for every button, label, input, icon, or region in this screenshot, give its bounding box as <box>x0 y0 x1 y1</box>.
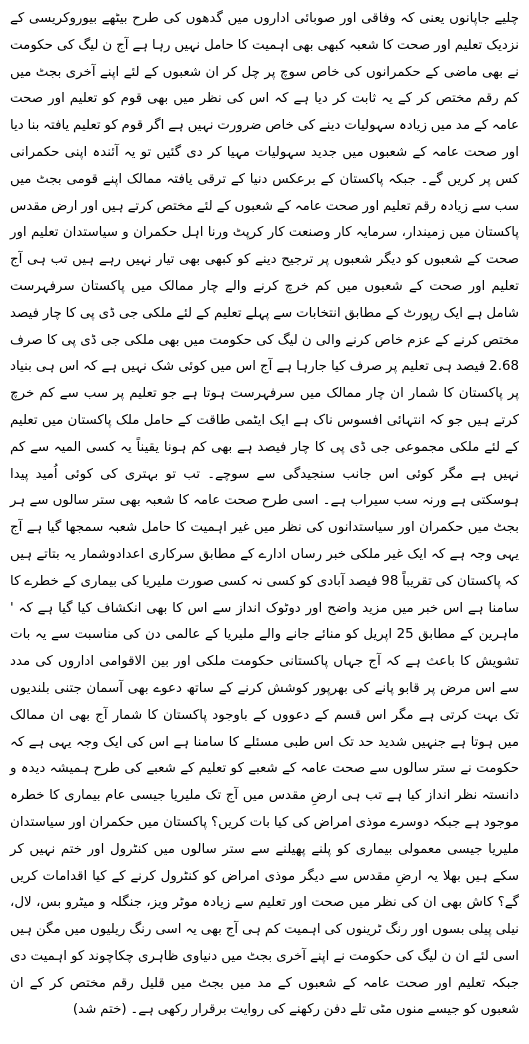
article-text <box>10 6 519 1024</box>
article-body <box>10 6 519 1024</box>
article-closing: (ختم شد) <box>72 1002 127 1018</box>
article-body-text: چلیے جاپانوں یعنی کہ وفاقی اور صوبائی اداروں میں گدھوں کی طرح بیٹھے بیوروکریسی کے نزدیک تعلیم اور صحت کا شعبہ کبھی بھی اہمیت کا حامل نہیں رہا ہے آج ن لیگ کی حکومت نے بھی ماضی کے حکمرانوں کی خاص سوچ پر چل کر ان شعبوں کے لئے اپنے آخری بجٹ میں کم رقم مختص کر کے یہ ثابت کر دیا ہے کہ اس کی نظر میں بھی قوم کو تعلیم اور صحت عامہ کے مد میں زیادہ سہولیات دینے کی خاص ضرورت نہیں ہے اگر قوم کو تعلیم یافتہ بنا دیا اور صحت عامہ کے شعبوں میں جدید سہولیات مہیا کر دی گئیں تو یہ آئندہ اپنی حکمرانی کس پر کریں گے۔ جبکہ پاکستان کے برعکس دنیا کے ترقی یافتہ ممالک اپنے قومی بجٹ میں سب سے زیادہ رقم تعلیم اور صحت عامہ کے شعبوں کے لئے مختص کرتے ہیں اور ارض مقدس پاکستان میں زمیندار، سرمایہ کار وصنعت کار کرپٹ ورنا اہل حکمران و سیاستدان تعلیم اور صحت کے شعبوں کو دیگر شعبوں پر ترجیح دینے کو کبھی بھی تیار نہیں رہے ہیں تب ہی آج تعلیم اور صحت کے شعبوں میں کم خرچ کرنے والے چار ممالک میں پاکستان سرفہرست شامل ہے ایک رپورٹ کے مطابق انتخابات سے پہلے تعلیم کے لئے ملکی جی ڈی پی کا چار فیصد مختص کرنے کے عزم خاص کرنے والی ن لیگ کی حکومت میں بھی ملکی جی ڈی پی کا صرف 2.68 فیصد ہی تعلیم پر صرف کیا جارہا ہے آج اس میں کوئی شک نہیں ہے کہ اس ہی بنیاد پر پاکستان کا شمار ان چار ممالک میں سرفہرست ہوتا ہے جو تعلیم پر سب سے کم خرچ کرتے ہیں جو کہ انتہائی افسوس ناک ہے ایک ایٹمی طاقت کے حامل ملک پاکستان میں تعلیم کے لئے ملکی مجموعی جی ڈی پی کا چار فیصد ہے بھی کم ہونا یقیناً یہ کسی المیہ سے کم نہیں ہے مگر کوئی اس جانب سنجیدگی سے سوچے۔ تب تو بہتری کی کوئی اُمید پیدا ہوسکتی ہے ورنہ سب سیراب ہے۔ اسی طرح صحت عامہ کا شعبہ بھی ستر سالوں سے ہر بجٹ میں حکمران اور سیاستدانوں کی نظر میں غیر اہمیت کا حامل شعبہ سمجھا گیا ہے آج یہی وجہ ہے کہ ایک غیر ملکی خبر رساں ادارے کے مطابق سرکاری اعدادوشمار یہ بتاتے ہیں کہ پاکستان کی تقریباً 98 فیصد آبادی کو کسی نہ کسی صورت ملیریا کی بیماری کے خطرے کا سامنا ہے اس خبر میں مزید واضح اور دوٹوک انداز سے اس کا بھی انکشاف کیا گیا ہے کہ ' ماہرین کے مطابق 25 اپریل کو منائے جانے والے ملیریا کے عالمی دن کی مناسبت سے یہ بات تشویش کا باعث ہے کہ آج جہاں پاکستانی حکومت ملکی اور بین الاقوامی اداروں کی مدد سے اس مرض پر قابو پانے کی بھرپور کوشش کرنے کے ساتھ دعوے بھی آسمان جتنی بلندیوں تک بہت کرتی ہے مگر اس قسم کے دعووں کے باوجود پاکستان کا شمار آج بھی ان ممالک میں ہوتا ہے جنہیں شدید حد تک اس طبی مسئلے کا سامنا ہے اس کی ایک وجہ یہی ہے کہ حکومت نے ستر سالوں سے صحت عامہ کے شعبے کو تعلیم کے شعبے کی طرح ہمیشہ دیدہ و دانستہ نظر انداز کیا ہے تب ہی ارضِ مقدس میں آج تک ملیریا جیسی عام بیماری کا خطرہ موجود ہے جبکہ دوسرے موذی امراض کی کیا بات کریں؟ پاکستان میں حکمران اور سیاستدان ملیریا جیسی معمولی بیماری کو پلنے پھیلنے سے ستر سالوں میں کنٹرول اور ختم نہیں کر سکے ہیں بھلا یہ ارضِ مقدس سے دیگر موذی امراض کو کنٹرول کرنے کے کیا اقدامات کریں گے؟ کاش بھی ان کی نظر میں صحت اور تعلیم سے زیادہ موٹر ویز، جنگلہ و میٹرو بس، لال، نیلی پیلی بسوں اور رنگ ٹرینوں کی اہمیت کم ہی آج بھی یہ اسی رنگ ریلیوں میں مگن ہیں اسی لئے ان ن لیگ کی حکومت نے اپنے آخری بجٹ میں دنیاوی ظاہری چکاچوند کو اہمیت دی جبکہ تعلیم اور صحت عامہ کے شعبوں کے مد میں بجٹ میں قلیل رقم مختص کر کے ان شعبوں کو جیسے منوں مٹی تلے دفن رکھنے کی روایت برقرار رکھی ہے۔ <box>10 11 520 1018</box>
